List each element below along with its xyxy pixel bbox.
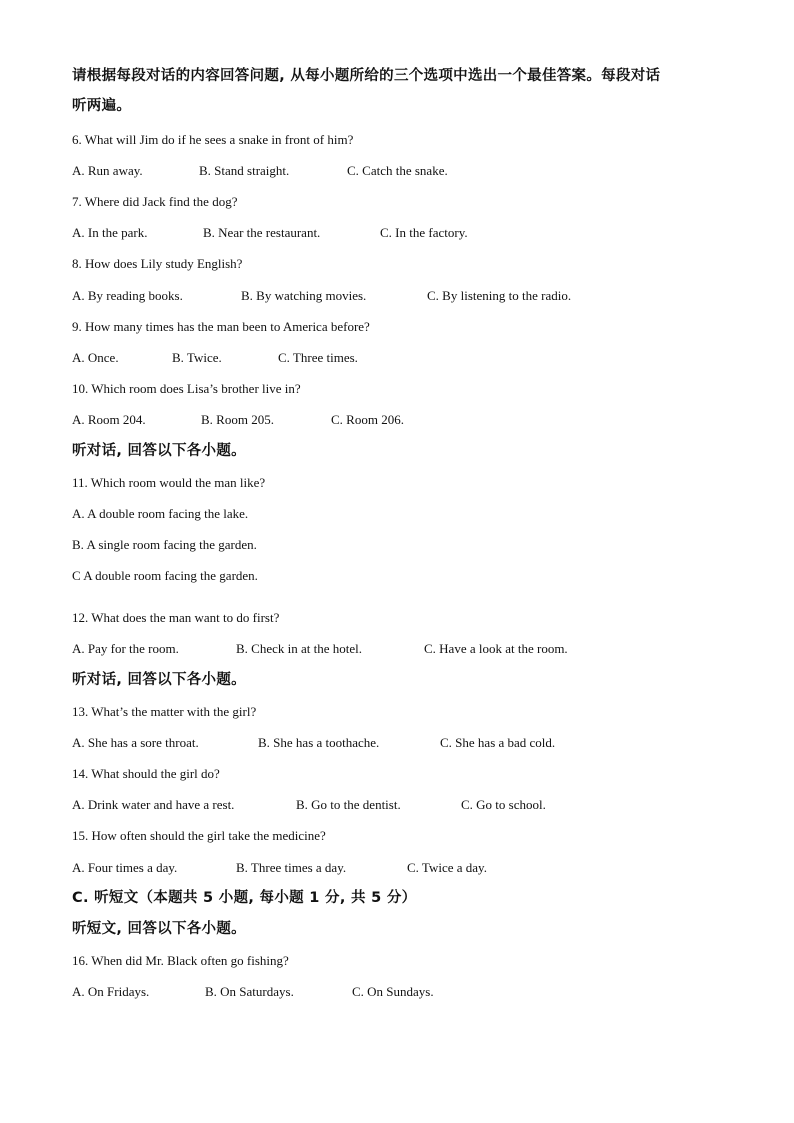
option-7-a: A. In the park.	[72, 225, 148, 240]
option-14-a: A. Drink water and have a rest.	[72, 797, 235, 812]
option-15-a: A. Four times a day.	[72, 860, 178, 875]
option-6-c: C. Catch the snake.	[347, 163, 448, 178]
question-11: 11. Which room would the man like?	[72, 475, 266, 490]
option-14-c: C. Go to school.	[461, 797, 546, 812]
options-16	[72, 984, 434, 1000]
section-heading-dialogue-2: 听对话, 回答以下各小题。	[72, 672, 246, 688]
option-10-a: A. Room 204.	[72, 412, 146, 427]
option-13-a: A. She has a sore throat.	[72, 735, 199, 750]
section-c-heading: C. 听短文（本题共 5 小题, 每小题 1 分, 共 5 分）	[72, 890, 417, 906]
question-15: 15. How often should the girl take the medicine?	[72, 828, 326, 843]
instructions-line-1: 请根据每段对话的内容回答问题, 从每小题所给的三个选项中选出一个最佳答案。每段对话	[72, 68, 661, 84]
option-15-c: C. Twice a day.	[407, 860, 487, 875]
option-15-b: B. Three times a day.	[236, 860, 347, 875]
option-16-b: B. On Saturdays.	[205, 984, 294, 999]
option-9-c: C. Three times.	[278, 350, 358, 365]
option-12-c: C. Have a look at the room.	[424, 641, 568, 656]
option-9-b: B. Twice.	[172, 350, 222, 365]
question-6: 6. What will Jim do if he sees a snake in front of him?	[72, 132, 354, 147]
options-13	[72, 735, 555, 751]
question-13: 13. What’s the matter with the girl?	[72, 704, 257, 719]
option-10-c: C. Room 206.	[331, 412, 404, 427]
option-11-c: C A double room facing the garden.	[72, 568, 258, 583]
option-11-a: A. A double room facing the lake.	[72, 506, 249, 521]
option-12-b: B. Check in at the hotel.	[236, 641, 363, 656]
instructions-line-2: 听两遍。	[72, 98, 132, 114]
options-10	[72, 412, 404, 428]
option-8-c: C. By listening to the radio.	[427, 288, 572, 303]
option-10-b: B. Room 205.	[201, 412, 274, 427]
option-6-b: B. Stand straight.	[199, 163, 290, 178]
question-12: 12. What does the man want to do first?	[72, 610, 280, 625]
options-6	[72, 163, 448, 179]
question-8: 8. How does Lily study English?	[72, 256, 243, 271]
question-9: 9. How many times has the man been to America before?	[72, 319, 370, 334]
option-7-b: B. Near the restaurant.	[203, 225, 321, 240]
question-16: 16. When did Mr. Black often go fishing?	[72, 953, 289, 968]
options-7	[72, 225, 468, 241]
option-6-a: A. Run away.	[72, 163, 143, 178]
section-heading-passage: 听短文, 回答以下各小题。	[72, 921, 246, 937]
options-15	[72, 860, 487, 876]
question-14: 14. What should the girl do?	[72, 766, 220, 781]
options-9	[72, 350, 358, 366]
option-16-a: A. On Fridays.	[72, 984, 150, 999]
option-11-b: B. A single room facing the garden.	[72, 537, 257, 552]
option-7-c: C. In the factory.	[380, 225, 468, 240]
options-8	[72, 288, 571, 304]
option-13-b: B. She has a toothache.	[258, 735, 380, 750]
options-12	[72, 641, 568, 657]
option-12-a: A. Pay for the room.	[72, 641, 179, 656]
option-14-b: B. Go to the dentist.	[296, 797, 401, 812]
option-8-a: A. By reading books.	[72, 288, 183, 303]
option-9-a: A. Once.	[72, 350, 119, 365]
option-8-b: B. By watching movies.	[241, 288, 367, 303]
section-heading-dialogue-1: 听对话, 回答以下各小题。	[72, 443, 246, 459]
question-10: 10. Which room does Lisa’s brother live in?	[72, 381, 301, 396]
option-16-c: C. On Sundays.	[352, 984, 434, 999]
options-14	[72, 797, 546, 813]
question-7: 7. Where did Jack find the dog?	[72, 194, 238, 209]
option-13-c: C. She has a bad cold.	[440, 735, 556, 750]
